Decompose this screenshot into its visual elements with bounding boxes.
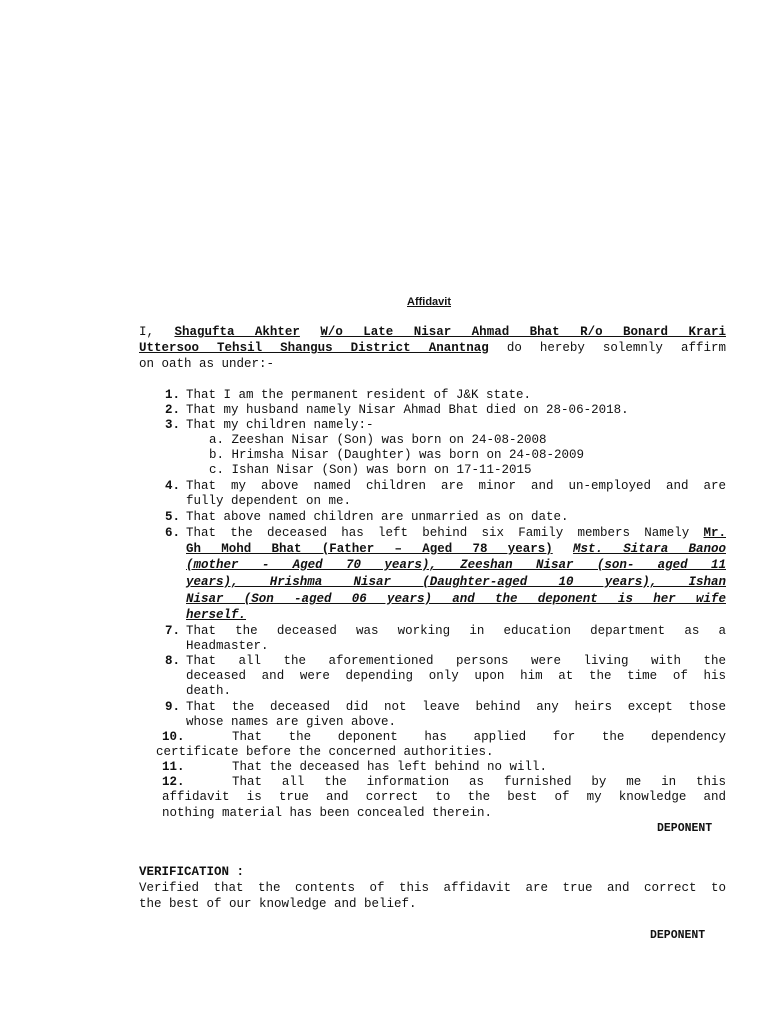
intro-tail: do hereby solemnly affirm — [506, 341, 726, 355]
item-text: Headmaster. — [186, 639, 269, 653]
item-number: 10. — [162, 730, 185, 744]
item-text: That my husband namely Nisar Ahmad Bhat died on 28-06-2018. — [186, 403, 629, 417]
item-text — [186, 542, 726, 557]
sub-item: b. Hrimsha Nisar (Daughter) was born on 24-08-2009 — [209, 448, 585, 462]
item-text: certificate before the concerned authorities. — [156, 745, 494, 759]
item-number: 11. — [162, 760, 185, 774]
item-number: 12. — [162, 775, 185, 789]
item-text: That all the information as furnished by me in this — [232, 775, 726, 789]
item-text: That I am the permanent resident of J&K state. — [186, 388, 532, 402]
deponent-signature-label: DEPONENT — [657, 822, 713, 835]
item-text: affidavit is true and correct to the best of my knowledge and — [162, 790, 726, 804]
intro-line-3: on oath as under:- — [139, 357, 275, 371]
item-6-mother-name: Mst. Sitara Banoo — [572, 542, 726, 556]
deponent-relation: W/o Late Nisar Ahmad Bhat R/o Bonard Krari — [320, 325, 726, 339]
item-text: death. — [186, 684, 232, 698]
item-number: 8. — [164, 654, 180, 668]
verification-heading: VERIFICATION : — [139, 865, 245, 879]
item-text: That the deceased was working in education department as a — [186, 624, 726, 638]
item-text: (mother - Aged 70 years), Zeeshan Nisar (son- aged 11 — [186, 558, 726, 572]
item-number: 4. — [164, 479, 180, 493]
item-text — [186, 526, 726, 541]
item-text: fully dependent on me. — [186, 494, 352, 508]
item-text: That the deceased has left behind no will. — [232, 760, 548, 774]
intro-line-2 — [139, 341, 726, 356]
item-text: That all the aforementioned persons were living with the — [186, 654, 726, 668]
deponent-signature-label: DEPONENT — [650, 929, 706, 942]
item-text: whose names are given above. — [186, 715, 397, 729]
item-number: 2. — [164, 403, 180, 417]
document-title: Affidavit — [407, 296, 451, 308]
item-number: 5. — [164, 510, 180, 524]
item-text: years), Hrishma Nisar (Daughter-aged 10 years), Ishan — [186, 575, 726, 589]
item-6-mr: Mr. — [703, 526, 726, 540]
sub-item: c. Ishan Nisar (Son) was born on 17-11-2015 — [209, 463, 532, 477]
item-text: That above named children are unmarried as on date. — [186, 510, 569, 524]
item-number: 6. — [164, 526, 180, 540]
sub-item: a. Zeeshan Nisar (Son) was born on 24-08-2008 — [209, 433, 547, 447]
item-text: That the deponent has applied for the dependency — [232, 730, 726, 744]
item-number: 3. — [164, 418, 180, 432]
item-text: Nisar (Son -aged 06 years) and the deponent is her wife — [186, 592, 726, 606]
item-number: 1. — [164, 388, 180, 402]
item-text: nothing material has been concealed therein. — [162, 806, 493, 820]
item-6-father: Gh Mohd Bhat (Father – Aged 78 years) — [186, 542, 553, 556]
item-number: 7. — [164, 624, 180, 638]
item-text: herself. — [186, 608, 247, 622]
deponent-name: Shagufta Akhter — [174, 325, 300, 339]
item-6-intro: That the deceased has left behind six Family members Namely — [186, 526, 690, 540]
item-number: 9. — [164, 700, 180, 714]
item-text: That my above named children are minor and un-employed and are — [186, 479, 726, 493]
item-text: deceased and were depending only upon him at the time of his — [186, 669, 726, 683]
verification-text: Verified that the contents of this affidavit are true and correct to — [139, 881, 726, 895]
deponent-address: Uttersoo Tehsil Shangus District Anantnag — [139, 341, 489, 355]
intro-line-1 — [139, 325, 726, 340]
verification-text: the best of our knowledge and belief. — [139, 897, 417, 911]
intro-prefix: I, — [139, 325, 155, 339]
item-text: That the deceased did not leave behind any heirs except those — [186, 700, 726, 714]
item-text: That my children namely:- — [186, 418, 374, 432]
